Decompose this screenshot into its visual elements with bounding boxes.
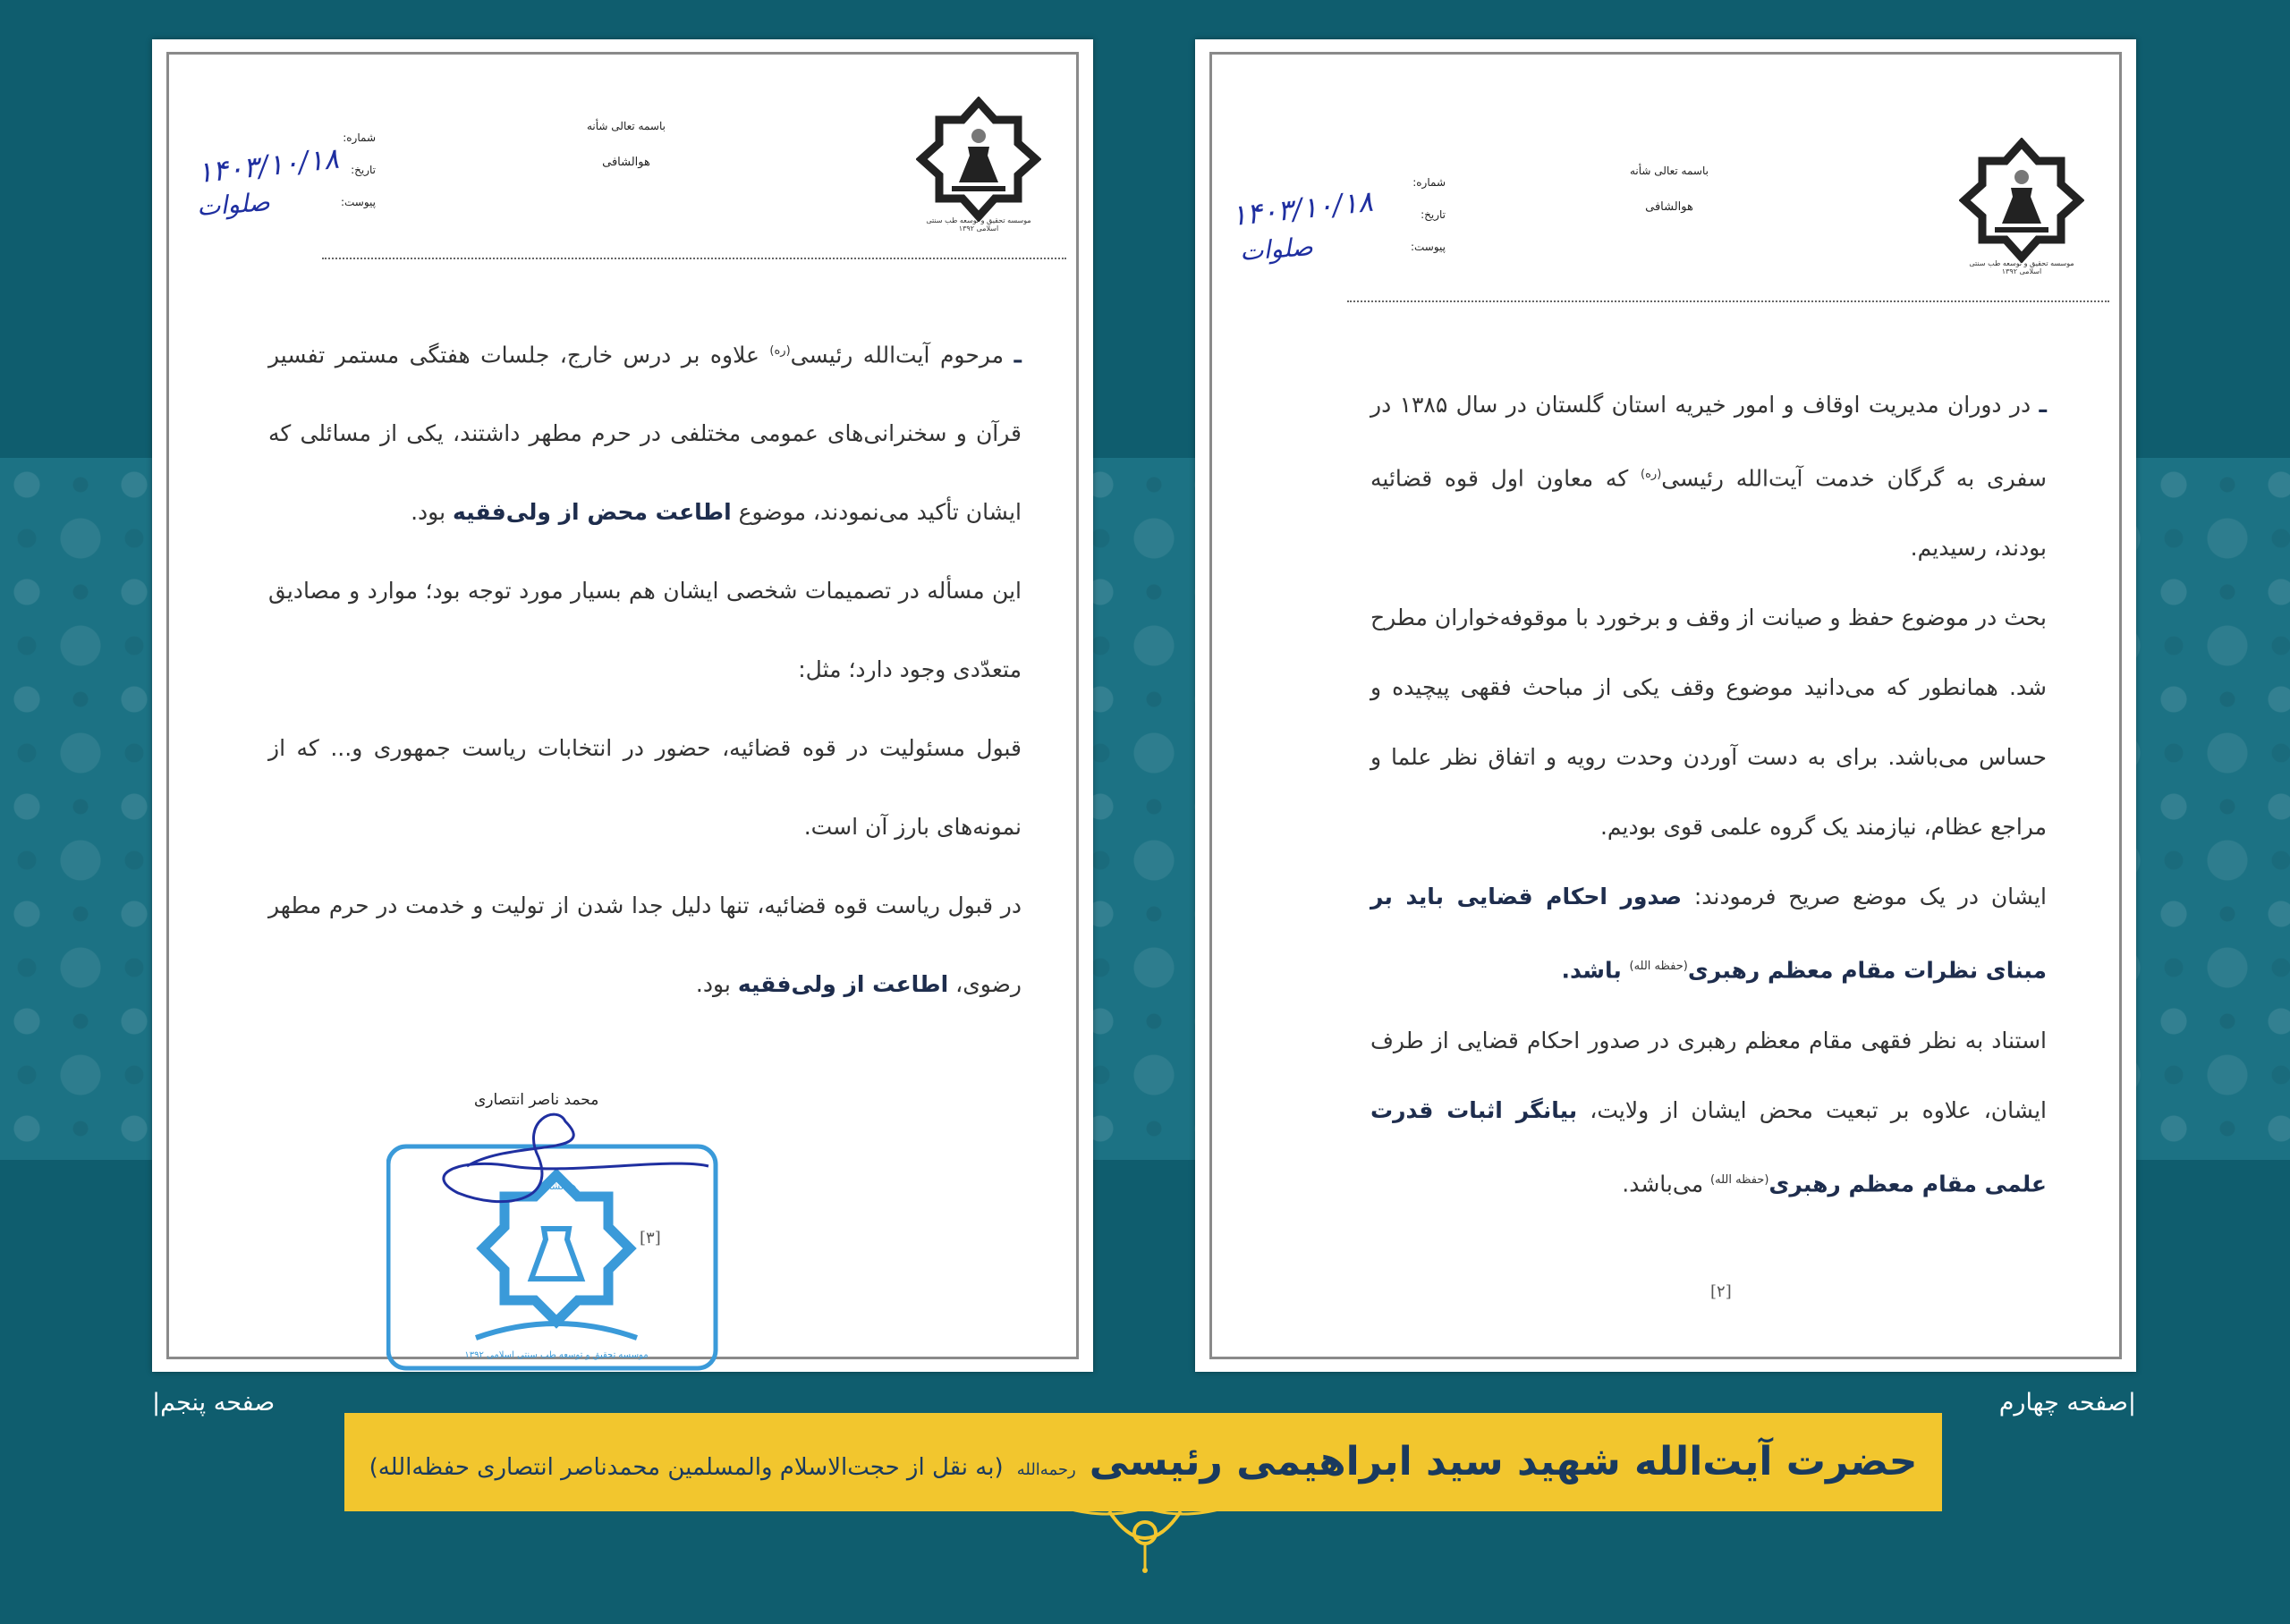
banner-honorific: رحمه‌الله (1016, 1460, 1076, 1479)
header-divider (322, 258, 1066, 259)
paragraph-2: این مسأله در تصمیمات شخصی ایشان هم بسیار مورد توجه بود؛ موارد و مصادیق متعدّدی وجود دارد؛ مثل: (268, 578, 1022, 683)
para3-bold: صدور احکام قضایی باید بر مبنای نظرات مقام معظم رهبری (1370, 884, 2047, 984)
institute-stamp (386, 1104, 726, 1372)
letterhead-hovashafi: هوالشافی (1645, 200, 1693, 214)
logo-caption: موسسه تحقیق و توسعه طب سنتی اسلامی ۱۳۹۲ (926, 216, 1031, 233)
para1-text-b: علاوه بر درس خارج، جلسات هفتگی مستمر تفسیر قرآن و سخنرانی‌های عمومی مختلفی در حرم مطهر داشتند، یکی از مسائلی که ایشان تأکید می‌نمودند، موضوع (268, 342, 1022, 526)
logo-caption: موسسه تحقیق و توسعه طب سنتی اسلامی ۱۳۹۲ (1969, 259, 2074, 275)
header-divider (1347, 300, 2109, 302)
number-label: شماره: (343, 131, 376, 144)
ornament-icon (1056, 1502, 1234, 1574)
stamp-bottom-text: موسسه تحقیق و توسعه طب سنتی اسلامی ۱۳۹۲ (464, 1350, 649, 1360)
para1-bold: اطاعت محض از ولی‌فقیه (453, 499, 732, 526)
letterhead-hovashafi: هوالشافی (602, 156, 650, 169)
paragraph-4 (268, 867, 1022, 1024)
institute-logo-icon (916, 97, 1041, 222)
letter-page-right (1195, 39, 2136, 1372)
banner-title: حضرت آیت‌الله شهید سید ابراهیمی رئیسی (1089, 1439, 1918, 1484)
para1-text-a: در دوران مدیریت اوقاف و امور خیریه استان گلستان در سال ۱۳۸۵ در سفری به گرگان خدمت آیت‌الله رئیسی (1370, 392, 2047, 492)
letter-body-left (268, 312, 1022, 1024)
para3-bold-end: باشد. (1561, 957, 1630, 984)
paragraph-1 (1370, 370, 2047, 583)
page-number: [۳] (640, 1229, 661, 1248)
institute-logo-icon (1959, 138, 2084, 263)
letterhead-basmala: باسمه تعالی شأنه (587, 120, 666, 132)
caption-page-five: صفحه پنجم| (152, 1389, 276, 1417)
para1-text-b: که معاون اول قوه قضائیه بودند، رسیدیم. (1370, 465, 2047, 562)
para4-text: در قبول ریاست قوه قضائیه، تنها دلیل جدا شدن از تولیت و خدمت در حرم مطهر رضوی، (268, 892, 1022, 998)
paragraph-3: قبول مسئولیت در قوه قضائیه، حضور در انتخابات ریاست جمهوری و... که از نمونه‌های بارز آن است. (268, 735, 1022, 841)
bullet-dash: ـ (1014, 342, 1022, 368)
para4-text: استناد به نظر فقهی مقام معظم رهبری در صدور احکام قضایی از طرف ایشان، علاوه بر تبعیت محض ایشان از ولایت، (1370, 1027, 2047, 1123)
letter-page-left (152, 39, 1093, 1372)
stamp-top-text: هوالشافی (536, 1180, 577, 1192)
letterhead-center (1535, 165, 1803, 214)
handwritten-date: ۱۴۰۳/۱۰/۱۸ (1229, 183, 1375, 233)
para4-bold: بیانگر اثبات قدرت علمی مقام معظم رهبری (1370, 1096, 2047, 1197)
attachment-label: پیوست: (340, 196, 376, 208)
handwritten-date: ۱۴۰۳/۱۰/۱۸ (195, 140, 341, 190)
para3-superscript: (حفظه الله) (1629, 960, 1688, 974)
para1-superscript: (ره) (769, 344, 791, 358)
signature-name: محمد ناصر انتصاری (474, 1091, 599, 1109)
letterhead-center (492, 120, 760, 169)
para4-end: می‌باشد. (1622, 1170, 1711, 1197)
para1-text-a: مرحوم آیت‌الله رئیسی (790, 342, 1004, 368)
para4-superscript: (حفظه الله) (1710, 1172, 1769, 1187)
paragraph-3 (1370, 862, 2047, 1005)
paragraph-4 (1370, 1006, 2047, 1219)
letter-meta (1365, 166, 1446, 263)
page-number: [۲] (1710, 1282, 1732, 1301)
attachment-label: پیوست: (1410, 241, 1446, 253)
date-label: تاریخ: (1421, 208, 1446, 221)
letterhead-basmala: باسمه تعالی شأنه (1630, 165, 1709, 177)
para4-bold: اطاعت از ولی‌فقیه (737, 971, 949, 998)
paragraph-2: بحث در موضوع حفظ و صیانت از وقف و برخورد با موقوفه‌خواران مطرح شد. همانطور که می‌دانید موضوع وقف یکی از مباحث فقهی پیچیده و حساس می‌باشد. برای به دست آوردن وحدت رویه و اتفاق نظر علما و مراجع عظام، نیازمند یک گروه علمی قوی بودیم. (1370, 605, 2047, 841)
handwritten-salavat: صلوات (195, 187, 271, 222)
handwritten-salavat: صلوات (1238, 232, 1314, 266)
caption-page-four: |صفحه چهارم (1998, 1389, 2136, 1417)
number-label: شماره: (1412, 176, 1446, 189)
para1-end: بود. (411, 499, 453, 526)
banner-subtitle: (به نقل از حجت‌الاسلام والمسلمین محمدناصر انتصاری حفظه‌الله) (369, 1454, 1004, 1481)
para4-end: بود. (695, 971, 738, 998)
para3-text: ایشان در یک موضع صریح فرمودند: (1682, 884, 2048, 910)
para1-superscript: (ره) (1641, 468, 1662, 481)
letter-body-right (1370, 370, 2047, 1219)
bullet-dash: ـ (2039, 392, 2047, 418)
paragraph-1 (268, 312, 1022, 552)
date-label: تاریخ: (351, 164, 376, 176)
title-banner (344, 1413, 1942, 1511)
